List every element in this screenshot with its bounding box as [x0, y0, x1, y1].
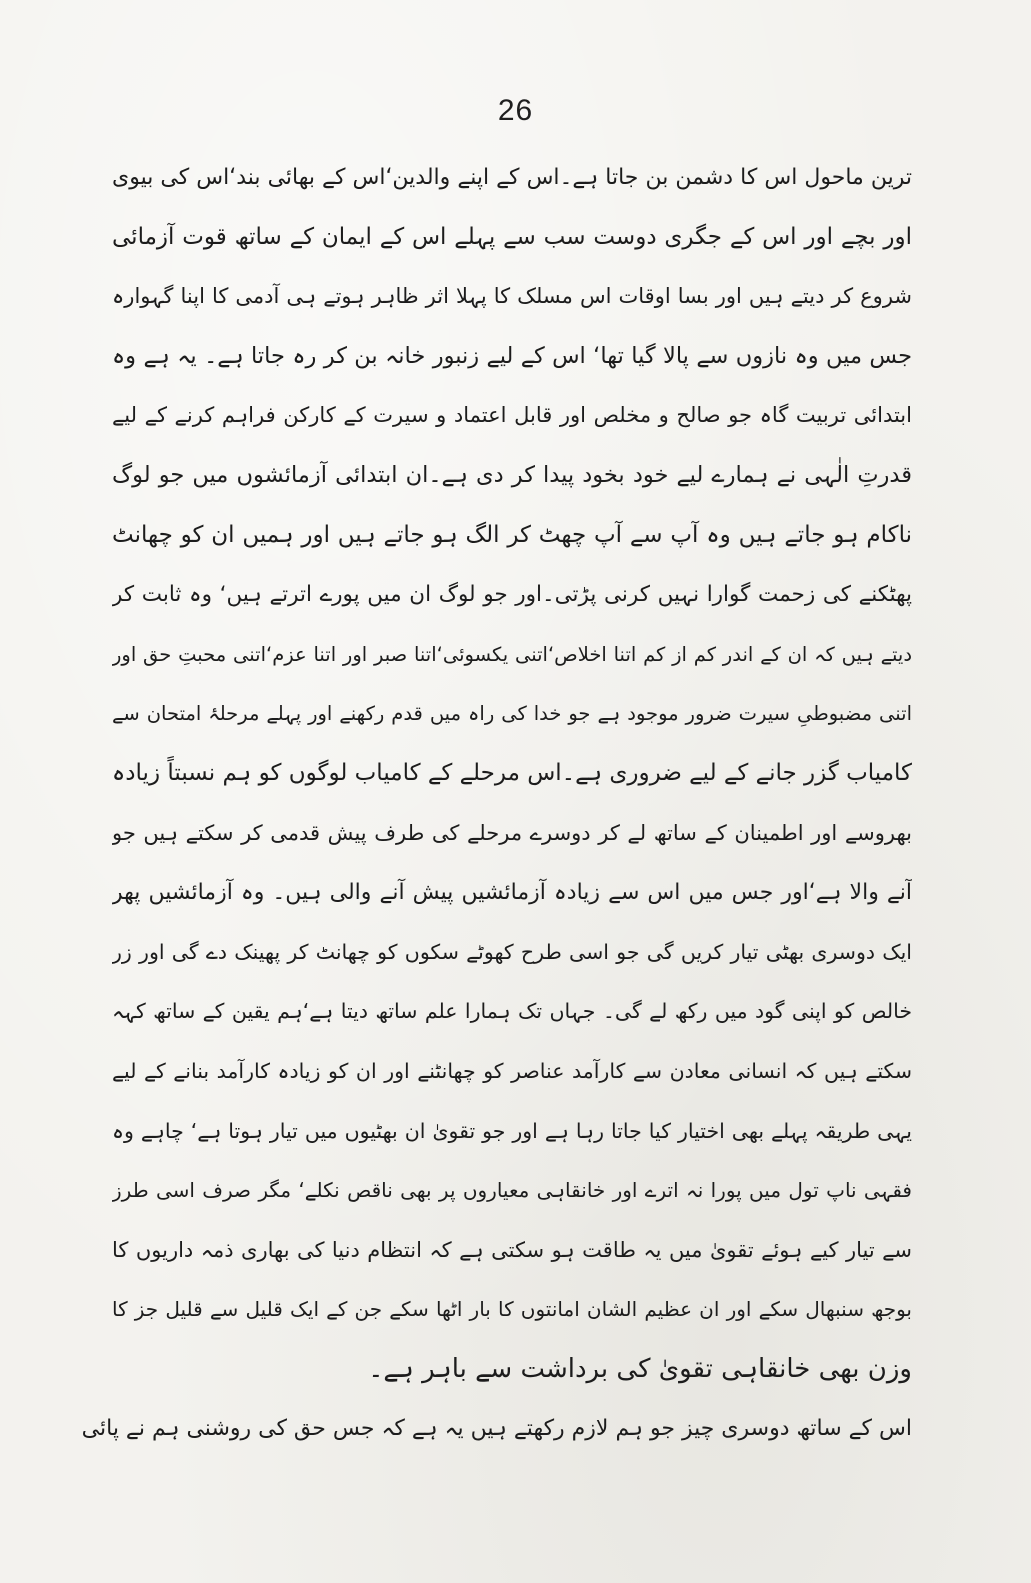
text-line: جس میں وہ نازوں سے پالا گیا تھا‘ اس کے لیے زنبور خانہ بن کر رہ جاتا ہے۔ یہ ہے وہ [112, 342, 912, 369]
text-line: سکتے ہیں کہ انسانی معادن سے کارآمد عناصر کو چھانٹنے اور ان کو زیادہ کارآمد بنانے کے لیے [112, 1058, 912, 1083]
text-line: ایک دوسری بھٹی تیار کریں گی جو اسی طرح کھوٹے سکوں کو چھانٹ کر پھینک دے گی اور زر [112, 939, 912, 964]
text-line: سے تیار کیے ہوئے تقویٰ میں یہ طاقت ہو سکتی ہے کہ انتظام دنیا کی بھاری ذمہ داریوں کا [112, 1237, 912, 1262]
text-line: ابتدائی تربیت گاہ جو صالح و مخلص اور قابل اعتماد و سیرت کے کارکن فراہم کرنے کے لیے [112, 403, 912, 428]
text-line: کامیاب گزر جانے کے لیے ضروری ہے۔اس مرحلے کے کامیاب لوگوں کو ہم نسبتاً زیادہ [112, 759, 912, 786]
text-line: بھروسے اور اطمینان کے ساتھ لے کر دوسرے مرحلے کی طرف پیش قدمی کر سکتے ہیں جو [112, 820, 912, 845]
text-line: شروع کر دیتے ہیں اور بسا اوقات اس مسلک کا پہلا اثر ظاہر ہوتے ہی آدمی کا اپنا گہوارہ [112, 284, 912, 309]
text-line: اور بچے اور اس کے جگری دوست سب سے پہلے اس کے ایمان کے ساتھ قوت آزمائی [112, 223, 912, 250]
text-line: فقہی ناپ تول میں پورا نہ اترے اور خانقاہی معیاروں پر بھی ناقص نکلے‘ مگر صرف اسی طرز [112, 1178, 912, 1203]
text-line: خالص کو اپنی گود میں رکھ لے گی۔ جہاں تک ہمارا علم ساتھ دیتا ہے‘ہم یقین کے ساتھ کہہ [112, 999, 912, 1024]
text-line-paragraph-start: اس کے ساتھ دوسری چیز جو ہم لازم رکھتے ہیں یہ ہے کہ جس حق کی روشنی ہم نے پائی [82, 1416, 912, 1442]
urdu-text-body [82, 148, 912, 1459]
text-line: بوجھ سنبھال سکے اور ان عظیم الشان امانتوں کا بار اٹھا سکے جن کے ایک قلیل سے قلیل جز کا [112, 1297, 912, 1322]
page-number: 26 [497, 94, 534, 127]
text-line-paragraph-end: وزن بھی خانقاہی تقویٰ کی برداشت سے باہر ہے۔ [368, 1353, 912, 1384]
text-line: قدرتِ الٰہی نے ہمارے لیے خود بخود پیدا کر دی ہے۔ان ابتدائی آزمائشوں میں جو لوگ [112, 461, 912, 488]
text-line: دیتے ہیں کہ ان کے اندر کم از کم اتنا اخلاص‘اتنی یکسوئی‘اتنا صبر اور اتنا عزم‘اتنی محبتِ حق اور [112, 642, 912, 666]
text-line: اتنی مضبوطیِ سیرت ضرور موجود ہے جو خدا کی راہ میں قدم رکھنے اور پہلے مرحلۂ امتحان سے [112, 702, 912, 726]
text-line: آنے والا ہے‘اور جس میں اس سے زیادہ آزمائشیں پیش آنے والی ہیں۔ وہ آزمائشیں پھر [112, 880, 912, 906]
text-line: یہی طریقہ پہلے بھی اختیار کیا جاتا رہا ہے اور جو تقویٰ ان بھٹیوں میں تیار ہوتا ہے‘ چاہے وہ [112, 1118, 912, 1143]
text-line: ناکام ہو جاتے ہیں وہ آپ سے آپ چھٹ کر الگ ہو جاتے ہیں اور ہمیں ان کو چھانٹ [112, 521, 912, 548]
text-line: ترین ماحول اس کا دشمن بن جاتا ہے۔اس کے اپنے والدین‘اس کے بھائی بند‘اس کی بیوی [112, 165, 912, 190]
text-line: پھٹکنے کی زحمت گوارا نہیں کرنی پڑتی۔اور جو لوگ ان میں پورے اترتے ہیں‘ وہ ثابت کر [112, 582, 912, 608]
